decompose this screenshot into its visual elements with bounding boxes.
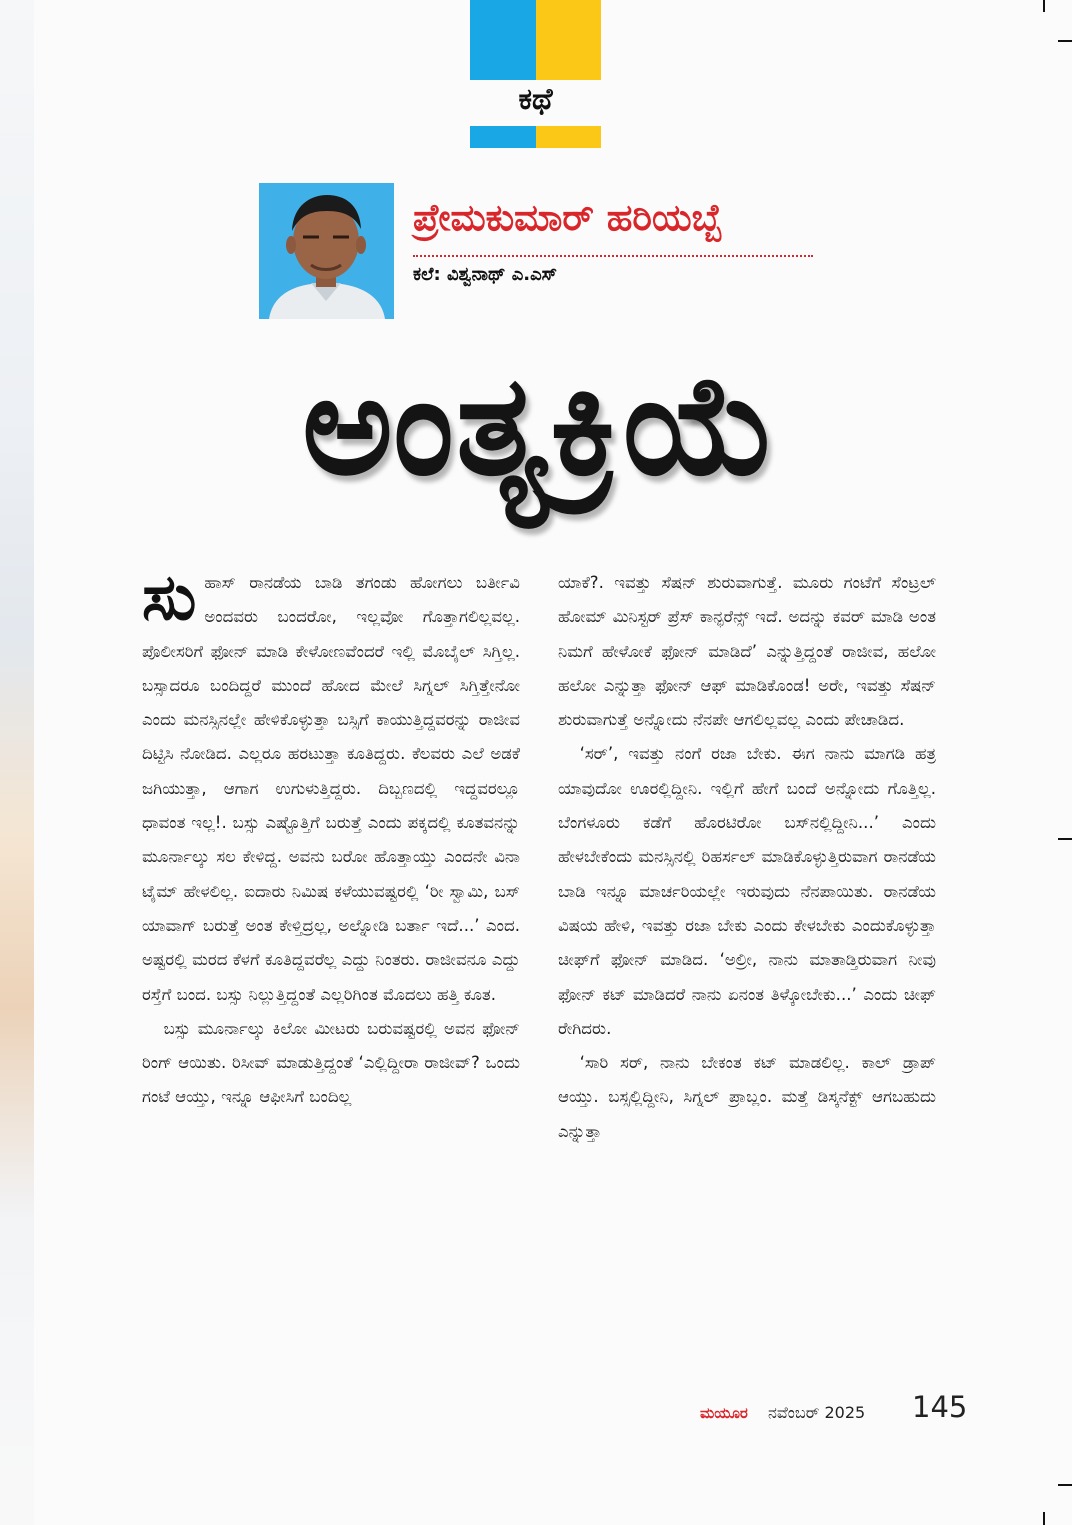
page-footer <box>700 1390 968 1430</box>
author-portrait-icon <box>259 183 394 319</box>
author-portrait-svg <box>259 183 394 319</box>
story-paragraph: ಬಸ್ಸು ಮೂರ್ನಾಲ್ಕು ಕಿಲೋ ಮೀಟರು ಬರುವಷ್ಟರಲ್ಲಿ ಅವನ ಫೋನ್ ರಿಂಗ್ ಆಯಿತು. ರಿಸೀವ್ ಮಾಡುತ್ತಿದ್ದಂತೆ ‘ಎಲ್ಲಿದ್ದೀರಾ ರಾಜೀವ್? ಒಂದು ಗಂಟೆ ಆಯ್ತು, ಇನ್ನೂ ಆಫೀಸಿಗೆ ಬಂದಿಲ್ಲ <box>142 1018 520 1107</box>
drop-cap: ಸು <box>142 561 197 635</box>
story-paragraph: ಯಾಕೆ?. ಇವತ್ತು ಸೆಷನ್ ಶುರುವಾಗುತ್ತೆ. ಮೂರು ಗಂಟೆಗೆ ಸೆಂಟ್ರಲ್ ಹೋಮ್ ಮಿನಿಸ್ಟರ್ ಪ್ರೆಸ್ ಕಾನ್ಫರೆನ್ಸ್ ಇದೆ. ಅದನ್ನು ಕವರ್ ಮಾಡಿ ಅಂತ ನಿಮಗೆ ಹೇಳೋಕೆ ಫೋನ್ ಮಾಡಿದೆ’ ಎನ್ನುತ್ತಿದ್ದಂತೆ ರಾಜೀವ, ಹಲೋ ಹಲೋ ಎನ್ನುತ್ತಾ ಫೋನ್ ಆಫ್ ಮಾಡಿಕೊಂಡ! ಅರೇ, ಇವತ್ತು ಸೆಷನ್ ಶುರುವಾಗುತ್ತೆ ಅನ್ನೋದು ನೆನಪೇ ಆಗಲಿಲ್ಲವಲ್ಲ ಎಂದು ಪೇಚಾಡಿದ. <box>558 573 936 730</box>
story-paragraph: ‘ಸರ್’, ಇವತ್ತು ನಂಗೆ ರಜಾ ಬೇಕು. ಈಗ ನಾನು ಮಾಗಡಿ ಹತ್ರ ಯಾವುದೋ ಊರಲ್ಲಿದ್ದೀನಿ. ಇಲ್ಲಿಗೆ ಹೇಗೆ ಬಂದೆ ಅನ್ನೋದು ಗೊತ್ತಿಲ್ಲ. ಬೆಂಗಳೂರು ಕಡೆಗೆ ಹೊರಟಿರೋ ಬಸ್‌ನಲ್ಲಿದ್ದೀನಿ...’ ಎಂದು ಹೇಳಬೇಕೆಂದು ಮನಸ್ಸಿನಲ್ಲಿ ರಿಹರ್ಸಲ್ ಮಾಡಿಕೊಳ್ಳುತ್ತಿರುವಾಗ ರಾನಡೆಯ ಬಾಡಿ ಇನ್ನೂ ಮಾರ್ಚರಿಯಲ್ಲೇ ಇರುವುದು ನೆನಪಾಯಿತು. ರಾನಡೆಯ ವಿಷಯ ಹೇಳಿ, ಇವತ್ತು ರಜಾ ಬೇಕು ಎಂದು ಕೇಳಬೇಕು ಎಂದುಕೊಳ್ಳುತ್ತಾ ಚೀಫ್‌ಗೆ ಫೋನ್ ಮಾಡಿದ. ‘ಅಲ್ರೀ, ನಾನು ಮಾತಾಡ್ತಿರುವಾಗ ನೀವು ಫೋನ್ ಕಟ್ ಮಾಡಿದರೆ ನಾನು ಏನಂತ ತಿಳ್ಕೋಬೇಕು...’ ಎಂದು ಚೀಫ್ ರೇಗಿದರು. <box>558 744 936 1038</box>
story-paragraph-text: ಹಾಸ್ ರಾನಡೆಯ ಬಾಡಿ ತಗಂಡು ಹೋಗಲು ಬರ್ತೀವಿ ಅಂದವರು ಬಂದರೋ, ಇಲ್ಲವೋ ಗೊತ್ತಾಗಲಿಲ್ಲವಲ್ಲ. ಪೊಲೀಸರಿಗೆ ಫೋನ್ ಮಾಡಿ ಕೇಳೋಣವೆಂದರೆ ಇಲ್ಲಿ ಮೊಬೈಲ್ ಸಿಗ್ತಿಲ್ಲ. ಬಸ್ಸಾದರೂ ಬಂದಿದ್ದರೆ ಮುಂದೆ ಹೋದ ಮೇಲೆ ಸಿಗ್ನಲ್ ಸಿಗ್ತಿತ್ತೇನೋ ಎಂದು ಮನಸ್ಸಿನಲ್ಲೇ ಹೇಳಿಕೊಳ್ಳುತ್ತಾ ಬಸ್ಸಿಗೆ ಕಾಯುತ್ತಿದ್ದವರನ್ನು ರಾಜೀವ ದಿಟ್ಟಿಸಿ ನೋಡಿದ. ಎಲ್ಲರೂ ಹರಟುತ್ತಾ ಕೂತಿದ್ದರು. ಕೆಲವರು ಎಲೆ ಅಡಕೆ ಜಗಿಯುತ್ತಾ, ಆಗಾಗ ಉಗುಳುತ್ತಿದ್ದರು. ದಿಬ್ಬಣದಲ್ಲಿ ಇದ್ದವರಲ್ಲೂ ಧಾವಂತ ಇಲ್ಲ!. ಬಸ್ಸು ಎಷ್ಟೊತ್ತಿಗೆ ಬರುತ್ತೆ ಎಂದು ಪಕ್ಕದಲ್ಲಿ ಕೂತವನನ್ನು ಮೂರ್ನಾಲ್ಕು ಸಲ ಕೇಳಿದ್ದ. ಅವನು ಬರೋ ಹೊತ್ತಾಯ್ತು ಎಂದನೇ ವಿನಾ ಟೈಮ್ ಹೇಳಲಿಲ್ಲ. ಐದಾರು ನಿಮಿಷ ಕಳೆಯುವಷ್ಟರಲ್ಲಿ ‘ರೀ ಸ್ವಾಮಿ, ಬಸ್ ಯಾವಾಗ್ ಬರುತ್ತೆ ಅಂತ ಕೇಳ್ತಿದ್ರಲ್ಲ, ಅಲ್ನೋಡಿ ಬರ್ತಾ ಇದೆ...’ ಎಂದ. ಅಷ್ಟರಲ್ಲಿ ಮರದ ಕೆಳಗೆ ಕೂತಿದ್ದವರೆಲ್ಲ ಎದ್ದು ನಿಂತರು. ರಾಜೀವನೂ ಎದ್ದು ರಸ್ತೆಗೆ ಬಂದ. ಬಸ್ಸು ನಿಲ್ಲುತ್ತಿದ್ದಂತೆ ಎಲ್ಲರಿಗಿಂತ ಮೊದಲು ಹತ್ತಿ ಕೂತ. <box>142 573 520 1004</box>
story-column-left <box>142 561 520 1115</box>
crop-mark-top-right-h <box>1058 40 1072 42</box>
category-banner <box>470 0 601 148</box>
author-name: ಪ್ರೇಮಕುಮಾರ್ ಹರಿಯಬ್ಬೆ <box>413 196 723 239</box>
left-edge-photo-strip <box>0 0 34 1525</box>
issue-date: ನವೆಂಬರ್ 2025 <box>768 1403 866 1422</box>
category-yellow-block <box>536 0 601 80</box>
illustrator-credit: ಕಲೆ: ವಿಶ್ವನಾಥ್ ಎ.ಎಸ್ <box>413 264 558 285</box>
page-number: 145 <box>912 1390 968 1424</box>
crop-mark-mid-right <box>1058 838 1072 840</box>
crop-mark-bottom-right-v <box>1043 1512 1045 1525</box>
magazine-name: ಮಯೂರ <box>700 1404 748 1422</box>
crop-mark-top-right <box>1043 0 1045 12</box>
story-headline: ಅಂತ್ಯಕ್ರಿಯೆ <box>302 345 778 506</box>
category-blue-block <box>470 0 536 80</box>
story-paragraph: ‘ಸಾರಿ ಸರ್, ನಾನು ಬೇಕಂತ ಕಟ್ ಮಾಡಲಿಲ್ಲ. ಕಾಲ್ ಡ್ರಾಪ್ ಆಯ್ತು. ಬಸ್ಸಲ್ಲಿದ್ದೀನಿ, ಸಿಗ್ನಲ್ ಪ್ರಾಬ್ಲಂ. ಮತ್ತೆ ಡಿಸ್ಕನೆಕ್ಟ್ ಆಗಬಹುದು ಎನ್ನುತ್ತಾ <box>558 1053 936 1141</box>
crop-mark-bottom-right <box>1058 1484 1072 1486</box>
category-label: ಕಥೆ <box>518 82 553 117</box>
author-name-divider <box>413 255 813 257</box>
story-paragraph <box>142 561 520 1012</box>
story-column-right <box>558 566 936 1149</box>
category-blue-bar <box>470 126 536 148</box>
category-yellow-bar <box>536 126 601 148</box>
